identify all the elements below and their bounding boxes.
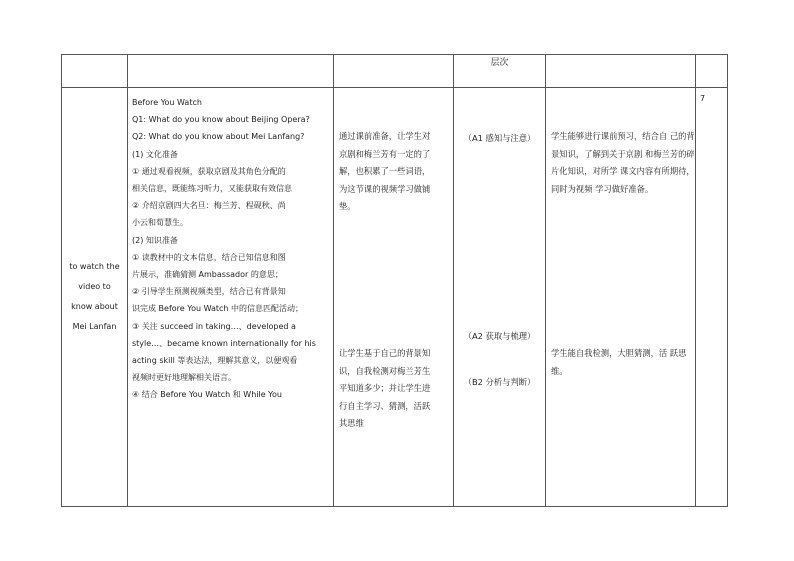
effect-block-2 [551, 345, 695, 380]
process-line: (2) 知识准备 [132, 235, 178, 245]
process-line: ① 读教材中的文本信息，结合已知信息和图 [132, 252, 286, 262]
lesson-plan-table [61, 54, 728, 507]
header-cell-intent [334, 55, 454, 88]
effect-block-1 [551, 128, 695, 198]
process-line: Q1: What do you know about Beijing Opera? [132, 115, 310, 125]
intent-block-1 [339, 128, 430, 216]
process-line: 小云和荀慧生。 [132, 218, 188, 228]
objective-cell [62, 88, 128, 507]
level-header-label: 层次 [490, 58, 509, 68]
process-line: (1) 文化准备 [132, 149, 178, 159]
table-header-row [62, 55, 728, 88]
objective-line: to watch the [69, 262, 120, 271]
table-row [62, 88, 728, 507]
effect-cell [546, 88, 696, 507]
objective-line: Mei Lanfan [72, 322, 117, 331]
process-cell [128, 88, 334, 507]
header-cell-process [128, 55, 334, 88]
level-label-a1: （A1 感知与注意） [463, 133, 536, 143]
effect-line: 学生能自我检测，大胆猜测，活 [551, 348, 668, 358]
level-cell [454, 88, 546, 507]
effect-line: 学习做好准备。 [595, 183, 654, 194]
effect-line: 己的背景知识，了解到关于京剧 [551, 131, 695, 159]
process-line: Before You Watch [132, 98, 202, 107]
level-label-b2: （B2 分析与判断） [463, 377, 536, 387]
process-line: Q2: What do you know about Mei Lanfang? [132, 132, 305, 142]
process-line: style…、became known internationally for his [132, 338, 316, 348]
intent-line: 解，也积累了一些词语， [339, 166, 431, 176]
process-line: 相关信息，既能练习听力，又能获取有效信息 [132, 184, 292, 194]
process-line: acting skill 等表达法，理解其意义，以便观看 [132, 356, 298, 366]
process-line: ② 介绍京剧四大名旦：梅兰芳、程砚秋、尚 [132, 201, 286, 211]
intent-line: 垫。 [339, 201, 356, 211]
process-line: 片展示，准确猜测 Ambassador 的意思； [132, 270, 283, 280]
effect-line: 和梅兰芳的碎片化知识，对所学 [551, 148, 695, 176]
process-line: ① 通过观看视频，获取京剧及其角色分配的 [132, 166, 286, 176]
effect-line: 课文内容有所期待，同时为视频 [551, 166, 695, 194]
intent-line: 平知道多少；并让学生进 [339, 383, 431, 393]
process-line: ③ 关注 succeed in taking…、developed a [132, 321, 296, 331]
time-cell [696, 88, 728, 507]
intent-line: 让学生基于自己的背景知 [339, 348, 431, 358]
process-line: ② 引导学生预测视频类型，结合已有背景知 [132, 287, 286, 297]
header-cell-effect [546, 55, 696, 88]
effect-line: 学生能够进行课前预习，结合自 [551, 131, 668, 141]
objective-line: video to [78, 282, 111, 291]
intent-block-2 [339, 345, 430, 433]
intent-line: 通过课前准备，让学生对 [339, 131, 431, 141]
header-cell-time [696, 55, 728, 88]
intent-line: 其思维 [339, 418, 364, 428]
objective-line: know about [71, 302, 118, 311]
time-value: 7 [700, 94, 706, 103]
intent-line: 京剧和梅兰芳有一定的了 [339, 148, 431, 159]
header-cell-level [454, 55, 546, 88]
effect-line: 跃思维。 [551, 348, 687, 376]
process-line: 识完成 Before You Watch 中的信息匹配活动； [132, 304, 304, 314]
header-cell-objective [62, 55, 128, 88]
intent-cell [334, 88, 454, 507]
intent-line: 为这节课的视频学习做铺 [339, 183, 431, 194]
intent-line: 识，自我检测对梅兰芳生 [339, 365, 431, 376]
level-label-a2: （A2 获取与梳理） [463, 331, 536, 341]
process-line: ④ 结合 Before You Watch 和 While You [132, 390, 282, 400]
intent-line: 行自主学习、猜测，活跃 [339, 400, 431, 411]
process-line: 视频时更好地理解相关语言。 [132, 373, 236, 383]
